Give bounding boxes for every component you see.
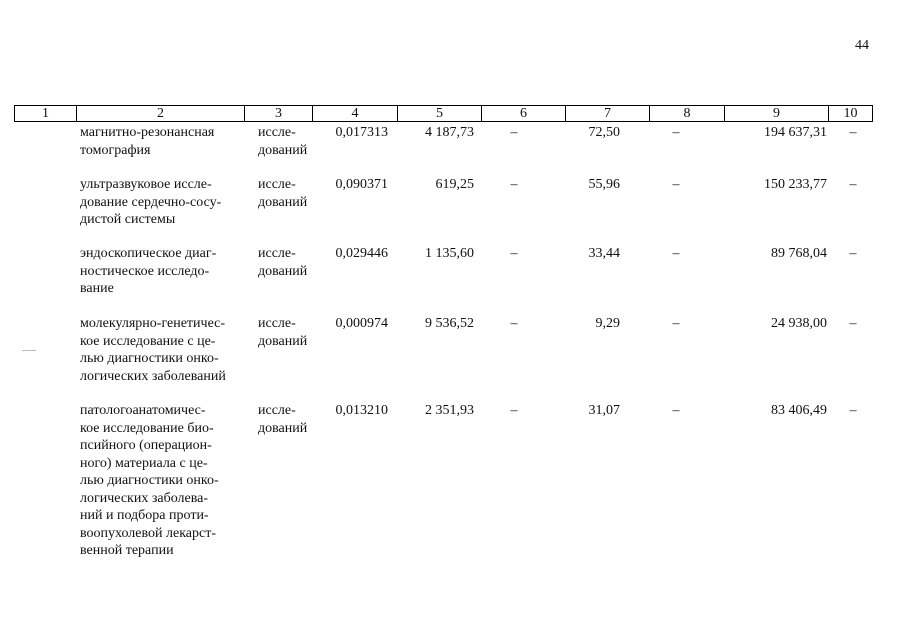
header-col-4: 4 <box>313 106 398 121</box>
row-4-unit <box>258 315 314 350</box>
row-5-col-4: 0,013210 <box>335 403 388 418</box>
row-5-name-line: венной терапии <box>80 543 174 558</box>
row-3-col-10: – <box>849 246 857 261</box>
row-3-col-8: – <box>672 246 680 261</box>
page-number: 44 <box>855 38 869 53</box>
row-3-name-line: эндоскопическое диаг- <box>80 246 217 261</box>
table-header-row <box>14 105 873 122</box>
row-4-name-line: лью диагностики онко- <box>80 351 219 366</box>
row-1-unit <box>258 124 314 159</box>
row-5-name-line: кое исследование био- <box>80 420 214 436</box>
header-col-2: 2 <box>77 106 245 121</box>
row-1-unit-line: дований <box>258 142 308 158</box>
row-5-name-line: логических заболева- <box>80 490 209 506</box>
header-col-1: 1 <box>15 106 77 121</box>
row-1-col-10: – <box>849 125 857 140</box>
row-2-name-line: дистой системы <box>80 212 176 227</box>
row-5-name-line: псийного (операцион- <box>80 438 212 453</box>
row-3-unit <box>258 245 314 280</box>
row-1-col-8: – <box>672 125 680 140</box>
row-1-col-6: – <box>510 125 518 140</box>
row-4-name <box>80 315 237 385</box>
row-4-name-line: молекулярно-генетичес- <box>80 316 226 331</box>
row-2-name <box>80 176 237 229</box>
row-5-name <box>80 402 237 560</box>
row-3-col-7: 33,44 <box>588 246 620 261</box>
row-1-col-4: 0,017313 <box>335 125 388 140</box>
row-5-unit <box>258 402 314 437</box>
header-col-5: 5 <box>398 106 482 121</box>
row-1-col-9: 194 637,31 <box>764 125 827 140</box>
row-2-col-8: – <box>672 177 680 192</box>
row-2-name-line: ультразвуковое иссле- <box>80 177 212 192</box>
row-3-col-5: 1 135,60 <box>425 246 474 261</box>
row-3-name-line: ностическое исследо- <box>80 263 210 279</box>
margin-mark <box>22 350 36 351</box>
header-col-7: 7 <box>566 106 650 121</box>
row-5-unit-line: иссле- <box>258 403 296 418</box>
row-3-unit-line: иссле- <box>258 246 296 261</box>
row-4-col-8: – <box>672 316 680 331</box>
row-5-name-line: воопухолевой лекарст- <box>80 525 216 541</box>
row-2-col-7: 55,96 <box>588 177 620 192</box>
row-3-col-6: – <box>510 246 518 261</box>
row-1-name-line: томография <box>80 142 151 158</box>
row-2-col-6: – <box>510 177 518 192</box>
row-2-unit-line: иссле- <box>258 177 296 192</box>
row-5-name-line: ного) материала с це- <box>80 455 208 471</box>
header-col-9: 9 <box>725 106 829 121</box>
row-4-col-5: 9 536,52 <box>425 316 474 331</box>
row-4-unit-line: дований <box>258 333 308 349</box>
row-2-col-5: 619,25 <box>435 177 474 192</box>
row-3-name-line: вание <box>80 281 114 296</box>
row-5-col-8: – <box>672 403 680 418</box>
row-5-name-line: лью диагностики онко- <box>80 473 219 488</box>
row-4-col-4: 0,000974 <box>335 316 388 331</box>
row-2-col-10: – <box>849 177 857 192</box>
row-4-col-6: – <box>510 316 518 331</box>
header-col-6: 6 <box>482 106 566 121</box>
row-3-name <box>80 245 237 298</box>
row-2-col-9: 150 233,77 <box>764 177 827 192</box>
header-col-10: 10 <box>843 106 858 121</box>
row-1-name <box>80 124 237 159</box>
row-2-name-line: дование сердечно-сосу- <box>80 194 222 210</box>
row-5-unit-line: дований <box>258 420 308 436</box>
row-5-name-line: ний и подбора проти- <box>80 508 209 523</box>
row-3-unit-line: дований <box>258 263 308 279</box>
row-4-col-7: 9,29 <box>595 316 620 331</box>
row-5-col-7: 31,07 <box>588 403 620 418</box>
row-4-col-10: – <box>849 316 857 331</box>
row-2-unit-line: дований <box>258 194 308 210</box>
row-1-col-5: 4 187,73 <box>425 125 474 140</box>
row-1-unit-line: иссле- <box>258 125 296 140</box>
row-2-unit <box>258 176 314 211</box>
row-4-unit-line: иссле- <box>258 316 296 331</box>
row-4-name-line: кое исследование с це- <box>80 333 216 349</box>
row-3-col-9: 89 768,04 <box>771 246 827 261</box>
row-3-col-4: 0,029446 <box>335 246 388 261</box>
row-1-col-7: 72,50 <box>588 125 620 140</box>
row-4-name-line: логических заболеваний <box>80 368 226 384</box>
row-1-name-line: магнитно-резонансная <box>80 125 215 140</box>
row-5-col-5: 2 351,93 <box>425 403 474 418</box>
row-5-col-10: – <box>849 403 857 418</box>
row-5-name-line: патологоанатомичес- <box>80 403 206 418</box>
row-4-col-9: 24 938,00 <box>771 316 827 331</box>
row-5-col-6: – <box>510 403 518 418</box>
row-2-col-4: 0,090371 <box>335 177 388 192</box>
header-col-3: 3 <box>245 106 313 121</box>
row-5-col-9: 83 406,49 <box>771 403 827 418</box>
header-col-8: 8 <box>650 106 725 121</box>
